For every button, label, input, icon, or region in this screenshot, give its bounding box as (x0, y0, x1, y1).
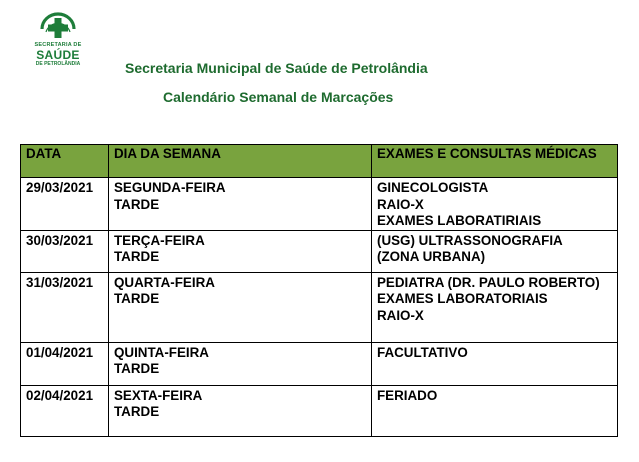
weekday-name: TERÇA-FEIRA (114, 232, 205, 248)
service-item: FERIADO (377, 387, 438, 403)
service-item: EXAMES LABORATORIAIS (377, 291, 548, 306)
table-row (21, 178, 618, 231)
services-cell (372, 230, 618, 272)
services-cell (372, 272, 618, 342)
schedule-table (20, 144, 618, 437)
weekday-cell (109, 178, 372, 231)
weekday-name: QUINTA-FEIRA (114, 344, 209, 360)
table-row (21, 385, 618, 436)
weekday-cell (109, 342, 372, 385)
logo-text-secretaria: SECRETARIA DE (34, 42, 82, 48)
page-title: Secretaria Municipal de Saúde de Petrolândia (125, 60, 428, 76)
date-cell: 01/04/2021 (21, 342, 109, 385)
weekday-period: TARDE (114, 404, 160, 419)
service-item: EXAMES LABORATIRIAIS (377, 213, 542, 228)
weekday-cell (109, 272, 372, 342)
page-subtitle: Calendário Semanal de Marcações (163, 89, 394, 105)
table-row (21, 230, 618, 272)
date-cell: 29/03/2021 (21, 178, 109, 231)
weekday-period: TARDE (114, 249, 160, 264)
services-cell (372, 342, 618, 385)
date-cell: 30/03/2021 (21, 230, 109, 272)
weekday-period: TARDE (114, 361, 160, 376)
column-header-services: EXAMES E CONSULTAS MÉDICAS (372, 145, 618, 178)
weekday-name: SEXTA-FEIRA (114, 387, 203, 403)
service-item: FACULTATIVO (377, 344, 468, 360)
medical-cross-icon (29, 8, 87, 42)
service-item: (ZONA URBANA) (377, 249, 486, 264)
weekday-cell (109, 230, 372, 272)
table-row (21, 342, 618, 385)
services-cell (372, 178, 618, 231)
weekday-name: QUARTA-FEIRA (114, 274, 215, 290)
service-item: GINECOLOGISTA (377, 180, 489, 195)
weekday-period: TARDE (114, 291, 160, 306)
column-header-date: DATA (21, 145, 109, 178)
weekday-period: TARDE (114, 196, 160, 212)
service-item: RAIO-X (377, 196, 424, 212)
table-header-row (21, 145, 618, 178)
secretaria-saude-logo (29, 8, 87, 70)
weekday-cell (109, 385, 372, 436)
date-cell: 31/03/2021 (21, 272, 109, 342)
service-item: PEDIATRA (DR. PAULO ROBERTO) (377, 274, 600, 290)
logo-text-saude: SAÚDE (36, 48, 80, 62)
service-item: (USG) ULTRASSONOGRAFIA (377, 232, 563, 248)
logo-text-petrolandia: DE PETROLÂNDIA (35, 61, 81, 67)
column-header-weekday: DIA DA SEMANA (109, 145, 372, 178)
date-cell: 02/04/2021 (21, 385, 109, 436)
services-cell (372, 385, 618, 436)
table-row (21, 272, 618, 342)
service-item: RAIO-X (377, 307, 424, 323)
weekday-name: SEGUNDA-FEIRA (114, 180, 226, 195)
